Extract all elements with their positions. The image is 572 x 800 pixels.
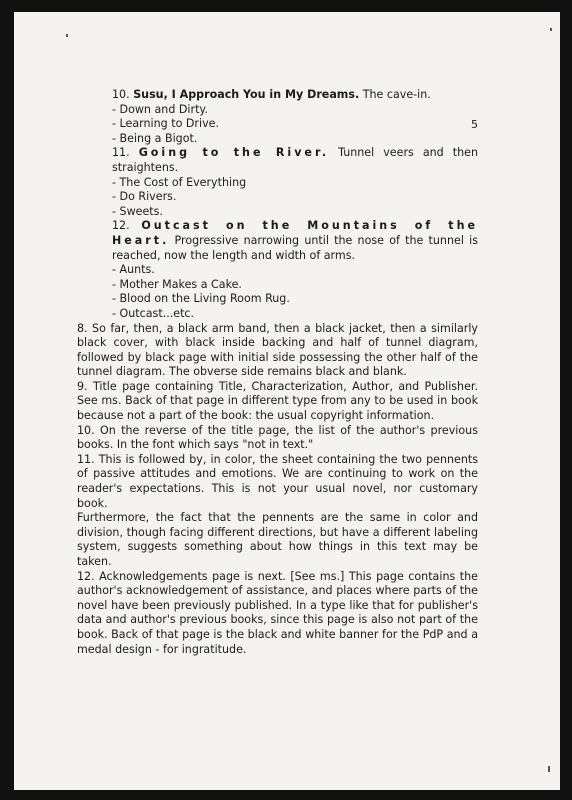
paragraph-12: 12. Acknowledgements page is next. [See ms.] This page contains the author's acknowledgement of assistance, and places where parts of the novel have been previously published. In a type like that for publisher's data and author's previous books, since this page is also not part of the book. Back of that page is the black and white banner for the PdP and a medal design - for ingratitude. <box>77 569 478 656</box>
item-description: Progressive narrowing until the nose of the tunnel is reached, now the length and width of arms. <box>112 233 478 262</box>
subchapter-item: - Do Rivers. <box>112 190 177 204</box>
subchapter-item: - Aunts. <box>112 263 155 277</box>
paragraph-10: 10. On the reverse of the title page, the list of the author's previous books. In the font which says "not in text." <box>77 423 478 452</box>
paragraph-furthermore: Furthermore, the fact that the pennents are the same in color and division, though facing different directions, but have a different labeling system, suggests something about how things in this text may be taken. <box>77 511 478 568</box>
page-number: 5 <box>471 118 478 131</box>
paragraph-11: 11. This is followed by, in color, the sheet containing the two pennents of passive attitudes and emotions. We are continuing to work on the reader's expectations. This is not your usual novel, nor customary book. <box>77 452 478 510</box>
subchapter-item: - The Cost of Everything <box>112 175 247 189</box>
item-description: The cave-in. <box>359 88 431 101</box>
subchapter-item: - Being a Bigot. <box>112 131 198 145</box>
subchapter-item: - Outcast...etc. <box>112 306 195 320</box>
item-description: Tunnel veers and then straightens. <box>112 146 478 174</box>
outline-item-10 <box>77 88 478 103</box>
paragraph-8: 8. So far, then, a black arm band, then a black jacket, then a similarly black cover, with black inside backing and half of tunnel diagram, followed by black page with initial side possessing the other half of the tunnel diagram. The obverse side remains black and blank. <box>77 321 478 379</box>
outline-item-12 <box>77 219 478 263</box>
chapter-title: Susu, I Approach You in My Dreams. <box>133 88 360 101</box>
subchapter-item: - Blood on the Living Room Rug. <box>112 292 290 306</box>
scan-speck <box>550 28 552 31</box>
subchapter-item: - Mother Makes a Cake. <box>112 277 242 291</box>
subchapter-item: - Learning to Drive. <box>112 117 219 131</box>
scan-speck <box>548 766 550 772</box>
item-number: 11. <box>112 146 130 160</box>
subchapter-item: - Sweets. <box>112 204 163 218</box>
paragraph-9: 9. Title page containing Title, Characterization, Author, and Publisher. See ms. Back of that page in different type from any to be used in book because not a part of the book: the usual copyright information. <box>77 379 478 423</box>
document-body <box>77 88 478 657</box>
chapter-title: Outcast on the Mountains of the Heart. <box>112 219 478 247</box>
chapter-title: Going to the River. <box>138 146 330 160</box>
item-number: 12. <box>112 219 130 233</box>
item-number: 10. <box>112 88 130 101</box>
subchapter-item: - Down and Dirty. <box>112 102 208 116</box>
outline-item-11 <box>77 146 478 175</box>
scan-speck <box>66 34 68 37</box>
